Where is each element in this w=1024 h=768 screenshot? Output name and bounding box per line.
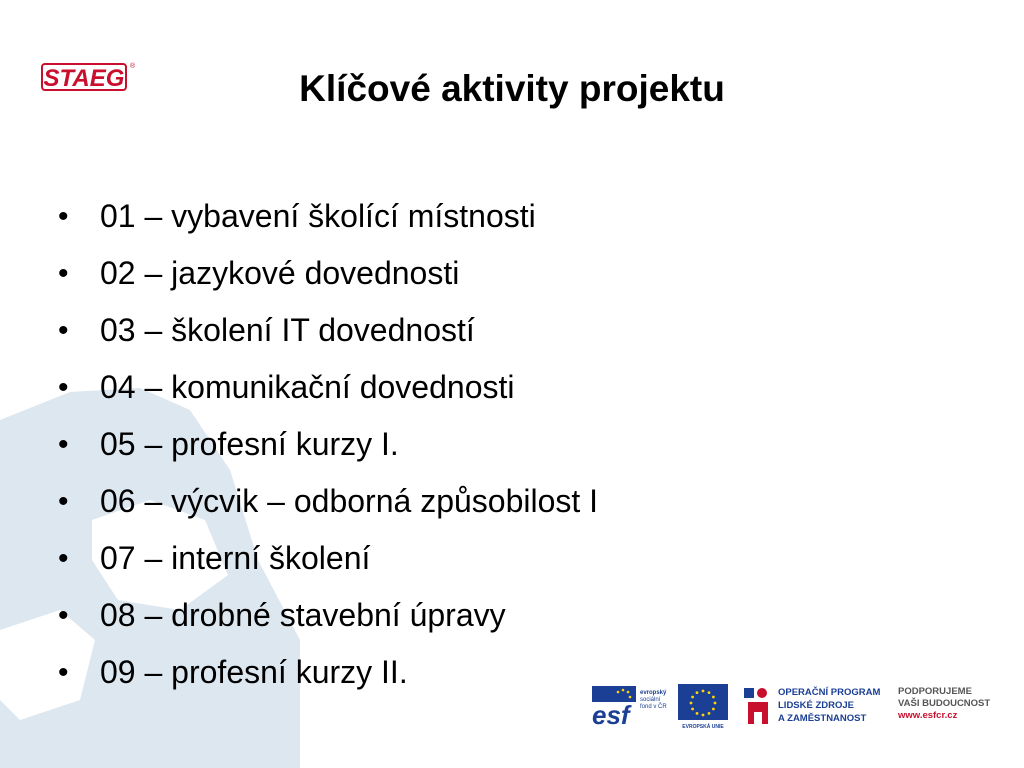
bullet-icon: • — [58, 428, 69, 461]
bullet-icon: • — [58, 314, 69, 347]
list-item: • 01 – vybavení školící místnosti — [58, 188, 598, 245]
bullet-list — [58, 188, 598, 701]
bullet-icon: • — [58, 371, 69, 404]
bullet-icon: • — [58, 257, 69, 290]
list-item: • 03 – školení IT dovedností — [58, 302, 598, 359]
eu-flag-logo: EVROPSKÁ UNIE — [678, 684, 728, 724]
bullet-icon: • — [58, 200, 69, 233]
list-item: • 07 – interní školení — [58, 530, 598, 587]
list-item: • 09 – profesní kurzy II. — [58, 644, 598, 701]
support-text: PODPORUJEME VAŠI BUDOUCNOST www.esfcr.cz — [898, 686, 1010, 730]
list-item: • 06 – výcvik – odborná způsobilost I — [58, 473, 598, 530]
bullet-icon: • — [58, 599, 69, 632]
svg-text:esf: esf — [592, 700, 630, 728]
op-lzz-logo: OPERAČNÍ PROGRAM LIDSKÉ ZDROJE A ZAMĚSTNANOST — [742, 684, 892, 728]
esf-logo: esf evropský sociální fond v ČR — [590, 684, 670, 728]
esfcr-link[interactable]: www.esfcr.cz — [898, 710, 958, 721]
bullet-icon: • — [58, 485, 69, 518]
svg-text:STAEG: STAEG — [43, 65, 125, 92]
slide-title: Klíčové aktivity projektu — [299, 68, 725, 109]
list-item: • 02 – jazykové dovednosti — [58, 245, 598, 302]
list-item: • 05 – profesní kurzy I. — [58, 416, 598, 473]
list-item: • 08 – drobné stavební úpravy — [58, 587, 598, 644]
list-item: • 04 – komunikační dovednosti — [58, 359, 598, 416]
footer-logos — [590, 680, 1010, 732]
bullet-icon: • — [58, 542, 69, 575]
svg-text:®: ® — [130, 63, 136, 70]
bullet-icon: • — [58, 656, 69, 689]
